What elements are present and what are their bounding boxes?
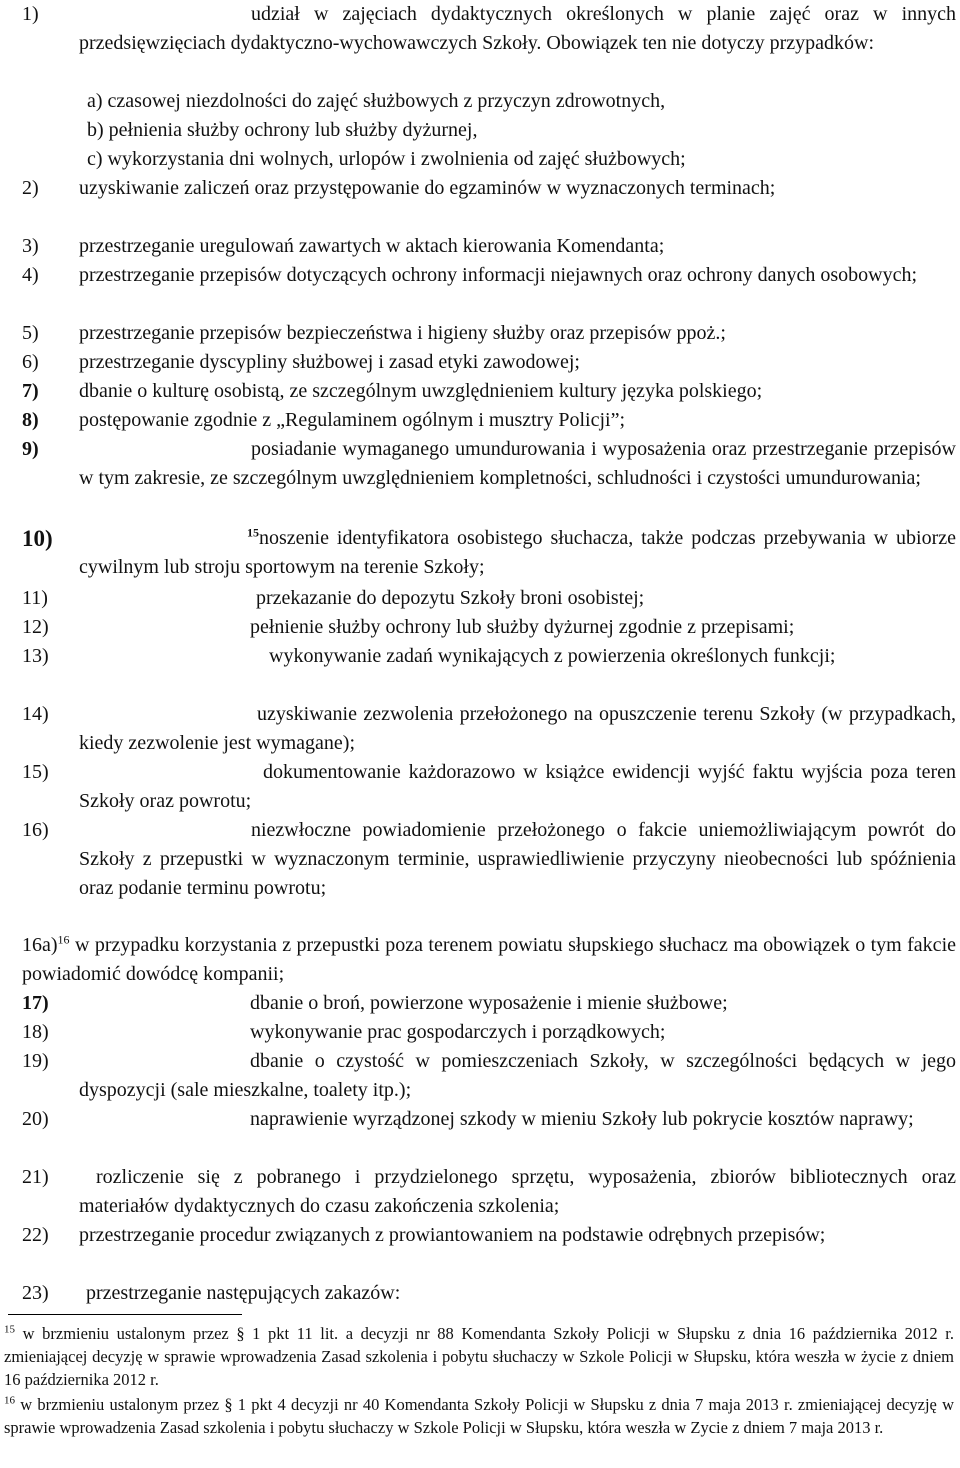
item-text: przestrzeganie procedur związanych z prowiantowaniem na podstawie odrębnych przepisów; xyxy=(79,1224,826,1246)
item-number: 15) xyxy=(22,761,49,783)
item-number: 23) xyxy=(22,1282,49,1304)
list-item xyxy=(22,524,956,582)
sub-item xyxy=(87,145,686,174)
list-item xyxy=(22,1221,956,1250)
sub-item-text: wykorzystania dni wolnych, urlopów i zwolnienia od zajęć służbowych; xyxy=(107,148,686,170)
sub-item-label: c) xyxy=(87,148,103,170)
item-number: 2) xyxy=(22,177,39,199)
item-number: 6) xyxy=(22,351,39,373)
item-text: dbanie o czystość w pomieszczeniach Szkoły, w szczególności będących w jego dyspozycji (sale mieszkalne, toalety itp.); xyxy=(79,1050,956,1101)
item-number: 18) xyxy=(22,1021,49,1043)
footnote xyxy=(4,1393,954,1439)
item-number: 22) xyxy=(22,1224,49,1246)
item-number: 13) xyxy=(22,645,49,667)
list-item xyxy=(22,1279,956,1308)
item-text: przestrzeganie następujących zakazów: xyxy=(86,1282,401,1304)
list-item xyxy=(22,1163,956,1221)
item-text: noszenie identyfikatora osobistego słuchacza, także podczas przebywania w ubiorze cywilnym lub stroju sportowym na terenie Szkoły; xyxy=(79,527,956,578)
footnote-text: w brzmieniu ustalonym przez § 1 pkt 4 decyzji nr 40 Komendanta Szkoły Policji w Słupsku z dnia 7 maja 2013 r. zmieniającej decyzję w sprawie wprowadzenia Zasad szkolenia i pobytu słuchaczy w Szkole Policji w Słupsku, która weszła w Zycie z dniem 7 maja 2013 r. xyxy=(4,1395,954,1437)
footnote-number: 16 xyxy=(4,1394,15,1407)
list-item xyxy=(22,1105,956,1134)
item-number: 4) xyxy=(22,264,39,286)
list-item xyxy=(22,435,956,493)
list-item xyxy=(22,348,956,377)
item-text: w przypadku korzystania z przepustki poza terenem powiatu słupskiego słuchacz ma obowiązek o tym fakcie powiadomić dowódcę kompanii; xyxy=(22,934,956,985)
item-number: 7) xyxy=(22,380,39,402)
list-item xyxy=(22,989,956,1018)
item-text: naprawienie wyrządzonej szkody w mieniu Szkoły lub pokrycie kosztów naprawy; xyxy=(250,1108,914,1130)
footnote xyxy=(4,1322,954,1391)
item-number: 11) xyxy=(22,587,48,609)
item-text: rozliczenie się z pobranego i przydzielonego sprzętu, wyposażenia, zbiorów bibliotecznych oraz materiałów dydaktycznych do czasu zakończenia szkolenia; xyxy=(79,1166,956,1217)
item-number: 1) xyxy=(22,3,39,25)
list-item xyxy=(22,0,956,58)
footnote-separator xyxy=(8,1314,242,1315)
item-text: przestrzeganie uregulowań zawartych w aktach kierowania Komendanta; xyxy=(79,235,665,257)
item-text: przekazanie do depozytu Szkoły broni osobistej; xyxy=(256,587,645,609)
sub-item xyxy=(87,116,477,145)
item-text: posiadanie wymaganego umundurowania i wyposażenia oraz przestrzeganie przepisów w tym zakresie, ze szczególnym uwzględnieniem kompletności, schludności i czystości umundurowania; xyxy=(79,438,956,489)
item-text: niezwłoczne powiadomienie przełożonego o fakcie uniemożliwiającym powrót do Szkoły z przepustki w wyznaczonym terminie, usprawiedliwienie przyczyny nieobecności lub spóźnienia oraz podanie terminu powrotu; xyxy=(79,819,956,899)
list-item xyxy=(22,642,956,671)
item-text: pełnienie służby ochrony lub służby dyżurnej zgodnie z przepisami; xyxy=(250,616,795,638)
item-number: 8) xyxy=(22,409,39,431)
list-item xyxy=(22,377,956,406)
item-number: 14) xyxy=(22,703,49,725)
list-item xyxy=(22,1047,956,1105)
sub-item-text: czasowej niezdolności do zajęć służbowych z przyczyn zdrowotnych, xyxy=(107,90,666,112)
item-text: uzyskiwanie zaliczeń oraz przystępowanie do egzaminów w wyznaczonych terminach; xyxy=(79,177,776,199)
item-text: wykonywanie zadań wynikających z powierzenia określonych funkcji; xyxy=(269,645,836,667)
list-item xyxy=(22,1018,956,1047)
footnote-ref: 15 xyxy=(247,525,259,540)
item-number: 16a) xyxy=(22,934,58,956)
list-item xyxy=(22,758,956,816)
item-text: dbanie o kulturę osobistą, ze szczególnym uwzględnieniem kultury języka polskiego; xyxy=(79,380,763,402)
item-number: 21) xyxy=(22,1166,49,1188)
sub-item xyxy=(87,87,665,116)
item-number: 3) xyxy=(22,235,39,257)
sub-item-text: pełnienia służby ochrony lub służby dyżurnej, xyxy=(108,119,478,141)
list-item xyxy=(22,584,956,613)
footnote-ref: 16 xyxy=(57,932,70,947)
item-number: 9) xyxy=(22,438,39,460)
item-text: wykonywanie prac gospodarczych i porządkowych; xyxy=(250,1021,666,1043)
item-number: 20) xyxy=(22,1108,49,1130)
list-item xyxy=(22,700,956,758)
item-number: 16) xyxy=(22,819,49,841)
item-text: przestrzeganie dyscypliny służbowej i zasad etyki zawodowej; xyxy=(79,351,580,373)
sub-item-label: a) xyxy=(87,90,103,112)
item-text: udział w zajęciach dydaktycznych określonych w planie zajęć oraz w innych przedsięwzięciach dydaktyczno-wychowawczych Szkoły. Obowiązek ten nie dotyczy przypadków: xyxy=(79,3,956,54)
item-text: przestrzeganie przepisów bezpieczeństwa i higieny służby oraz przepisów ppoż.; xyxy=(79,322,726,344)
item-number: 19) xyxy=(22,1050,49,1072)
footnote-number: 15 xyxy=(4,1323,15,1336)
list-item xyxy=(22,816,956,903)
item-number: 17) xyxy=(22,992,49,1014)
list-item xyxy=(22,319,956,348)
item-number: 5) xyxy=(22,322,39,344)
list-item xyxy=(22,406,956,435)
list-item xyxy=(22,174,956,203)
item-text: postępowanie zgodnie z „Regulaminem ogólnym i musztry Policji”; xyxy=(79,409,625,431)
item-text: dokumentowanie każdorazowo w książce ewidencji wyjść faktu wyjścia poza teren Szkoły oraz powrotu; xyxy=(79,761,956,812)
item-text: dbanie o broń, powierzone wyposażenie i mienie służbowe; xyxy=(250,992,728,1014)
list-item xyxy=(22,931,956,989)
sub-item-label: b) xyxy=(87,119,104,141)
item-text: przestrzeganie przepisów dotyczących ochrony informacji niejawnych oraz ochrony danych osobowych; xyxy=(79,264,918,286)
item-number: 10) xyxy=(22,526,53,551)
list-item xyxy=(22,613,956,642)
footnote-text: w brzmieniu ustalonym przez § 1 pkt 11 lit. a decyzji nr 88 Komendanta Szkoły Policji w Słupsku z dnia 16 października 2012 r. zmieniającej decyzję w sprawie wprowadzenia Zasad szkolenia i pobytu słuchaczy w Szkole Policji w Słupsku, która weszła w życie z dniem 16 października 2012 r. xyxy=(4,1324,954,1389)
item-text: uzyskiwanie zezwolenia przełożonego na opuszczenie terenu Szkoły (w przypadkach, kiedy zezwolenie jest wymagane); xyxy=(79,703,956,754)
list-item xyxy=(22,261,956,290)
item-number: 12) xyxy=(22,616,49,638)
list-item xyxy=(22,232,956,261)
